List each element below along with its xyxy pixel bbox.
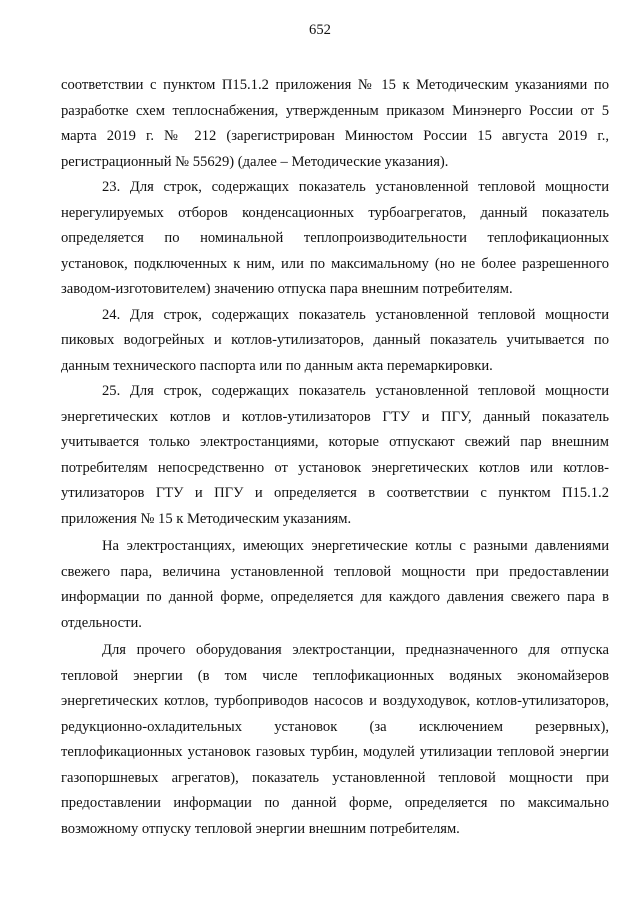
paragraph-other-equipment: Для прочего оборудования электростанции, предназначенного для отпуска тепловой энергии (в том числе теплофикационных водяных экономайзеров энергетических котлов, турбоприводов насосов и воздуходувок, котлов-утилизаторов, редукционно-охладительных установок (за исключением резервных), теплофикационных установок газовых турбин, модулей утилизации тепловой энергии газопоршневых агрегатов), показатель установленной тепловой мощности при предоставлении информации по данной форме, определяется по максимально возможному отпуску тепловой энергии внешним потребителям. [61, 642, 609, 837]
paragraph-item-25: 25. Для строк, содержащих показатель установленной тепловой мощности энергетических котлов и котлов-утилизаторов ГТУ и ПГУ, данный показатель учитывается только электростанциями, которые отпускают свежий пар внешним потребителям непосредственно от установок энергетических котлов или котлов-утилизаторов ГТУ и ПГУ и определяется в соответствии с пунктом П15.1.2 приложения № 15 к Методическим указаниям. [61, 383, 609, 527]
document-body [61, 73, 609, 842]
page-number: 652 [309, 22, 331, 38]
paragraph-item-23: 23. Для строк, содержащих показатель установленной тепловой мощности нерегулируемых отборов конденсационных турбоагрегатов, данный показатель определяется по номинальной теплопроизводительности теплофикационных установок, подключенных к ним, или по максимальному (но не более разрешенного заводом-изготовителем) значению отпуска пара внешним потребителям. [61, 179, 609, 297]
paragraph-boiler-pressures: На электростанциях, имеющих энергетические котлы с разными давлениями свежего пара, величина установленной тепловой мощности при предоставлении информации по данной форме, определяется для каждого давления свежего пара в отдельности. [61, 538, 609, 631]
paragraph-item-24: 24. Для строк, содержащих показатель установленной тепловой мощности пиковых водогрейных и котлов-утилизаторов, данный показатель учитывается по данным технического паспорта или по данным акта перемаркировки. [61, 306, 609, 374]
paragraph-intro-continuation: соответствии с пунктом П15.1.2 приложения № 15 к Методическим указаниями по разработке схем теплоснабжения, утвержденным приказом Минэнерго России от 5 марта 2019 г. № 212 (зарегистрирован Минюстом России 15 августа 2019 г., регистрационный № 55629) (далее – Методические указания). [61, 77, 609, 170]
